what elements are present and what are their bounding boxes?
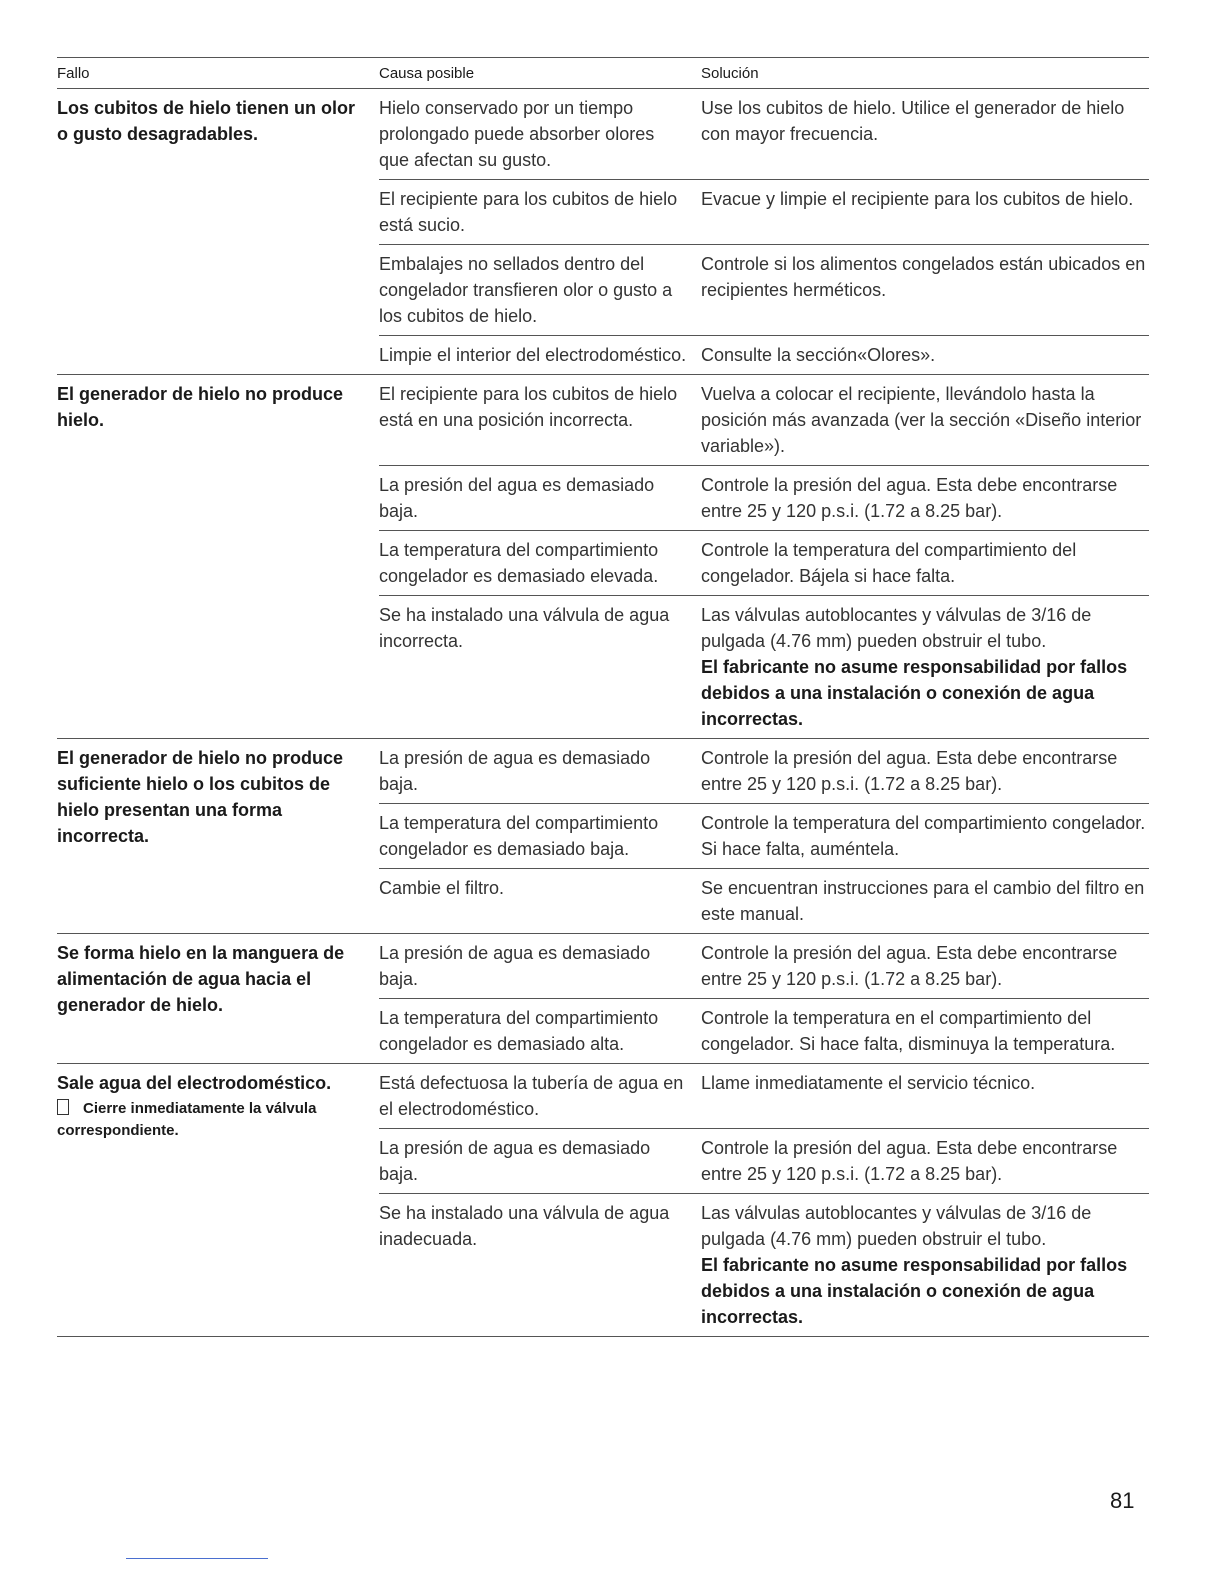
header-fault: Fallo bbox=[57, 58, 379, 89]
solution-text: Controle la temperatura en el compartimiento del congelador. Si hace falta, disminuya la temperatura. bbox=[701, 1008, 1116, 1054]
solution-text: Evacue y limpie el recipiente para los cubitos de hielo. bbox=[701, 189, 1134, 209]
cause-cell: La temperatura del compartimiento congelador es demasiado elevada. bbox=[379, 531, 701, 596]
solution-cell bbox=[701, 1194, 1149, 1337]
cause-cell: Se ha instalado una válvula de agua inadecuada. bbox=[379, 1194, 701, 1337]
fault-cell bbox=[57, 934, 379, 1064]
troubleshooting-table bbox=[57, 57, 1149, 1337]
fault-text: Los cubitos de hielo tienen un olor o gusto desagradables. bbox=[57, 98, 356, 144]
solution-text: Vuelva a colocar el recipiente, llevándolo hasta la posición más avanzada (ver la sección «Diseño interior variable»). bbox=[701, 384, 1142, 456]
cause-cell: El recipiente para los cubitos de hielo está en una posición incorrecta. bbox=[379, 375, 701, 466]
solution-text: Controle la presión del agua. Esta debe encontrarse entre 25 y 120 p.s.i. (1.72 a 8.25 bar). bbox=[701, 748, 1118, 794]
troubleshooting-page bbox=[57, 57, 1149, 1337]
solution-text: Se encuentran instrucciones para el cambio del filtro en este manual. bbox=[701, 878, 1145, 924]
solution-cell bbox=[701, 1064, 1149, 1129]
solution-text: Llame inmediatamente el servicio técnico. bbox=[701, 1073, 1036, 1093]
header-cause: Causa posible bbox=[379, 58, 701, 89]
solution-cell bbox=[701, 1129, 1149, 1194]
fault-cell bbox=[57, 1064, 379, 1337]
cause-cell: Cambie el filtro. bbox=[379, 869, 701, 934]
solution-cell bbox=[701, 466, 1149, 531]
fault-text: El generador de hielo no produce hielo. bbox=[57, 384, 344, 430]
solution-text: Use los cubitos de hielo. Utilice el generador de hielo con mayor frecuencia. bbox=[701, 98, 1125, 144]
solution-text: Controle la temperatura del compartimiento del congelador. Bájela si hace falta. bbox=[701, 540, 1077, 586]
solution-cell bbox=[701, 375, 1149, 466]
solution-text: Controle la temperatura del compartimiento congelador. Si hace falta, auméntela. bbox=[701, 813, 1146, 859]
solution-cell bbox=[701, 245, 1149, 336]
cause-cell: La presión de agua es demasiado baja. bbox=[379, 1129, 701, 1194]
solution-text: Controle la presión del agua. Esta debe encontrarse entre 25 y 120 p.s.i. (1.72 a 8.25 bar). bbox=[701, 943, 1118, 989]
solution-cell bbox=[701, 596, 1149, 739]
cause-cell: La presión de agua es demasiado baja. bbox=[379, 934, 701, 999]
fault-text: Sale agua del electrodoméstico. bbox=[57, 1073, 332, 1093]
table-row bbox=[57, 1064, 1149, 1129]
table-row bbox=[57, 375, 1149, 466]
cause-cell: La temperatura del compartimiento congelador es demasiado baja. bbox=[379, 804, 701, 869]
solution-cell bbox=[701, 999, 1149, 1064]
fault-cell bbox=[57, 375, 379, 739]
cause-cell: Está defectuosa la tubería de agua en el electrodoméstico. bbox=[379, 1064, 701, 1129]
solution-cell bbox=[701, 336, 1149, 375]
solution-text: Las válvulas autoblocantes y válvulas de 3/16 de pulgada (4.76 mm) pueden obstruir el tubo. bbox=[701, 605, 1092, 651]
solution-cell bbox=[701, 89, 1149, 180]
footer-rule bbox=[126, 1558, 268, 1559]
fault-note bbox=[57, 1098, 367, 1142]
table-header bbox=[57, 58, 1149, 89]
cause-cell: La presión de agua es demasiado baja. bbox=[379, 739, 701, 804]
cause-cell: Hielo conservado por un tiempo prolongado puede absorber olores que afectan su gusto. bbox=[379, 89, 701, 180]
solution-cell bbox=[701, 869, 1149, 934]
solution-cell bbox=[701, 739, 1149, 804]
solution-text: Controle la presión del agua. Esta debe encontrarse entre 25 y 120 p.s.i. (1.72 a 8.25 bar). bbox=[701, 475, 1118, 521]
cause-cell: La temperatura del compartimiento congelador es demasiado alta. bbox=[379, 999, 701, 1064]
solution-warning-text: El fabricante no asume responsabilidad por fallos debidos a una instalación o conexión de agua incorrectas. bbox=[701, 1255, 1128, 1327]
solution-warning-text: El fabricante no asume responsabilidad por fallos debidos a una instalación o conexión de agua incorrectas. bbox=[701, 657, 1128, 729]
cause-cell: Embalajes no sellados dentro del congelador transfieren olor o gusto a los cubitos de hielo. bbox=[379, 245, 701, 336]
solution-cell bbox=[701, 531, 1149, 596]
solution-text: Controle la presión del agua. Esta debe encontrarse entre 25 y 120 p.s.i. (1.72 a 8.25 bar). bbox=[701, 1138, 1118, 1184]
page-number: 81 bbox=[1110, 1488, 1135, 1513]
header-solution: Solución bbox=[701, 58, 1149, 89]
table-row bbox=[57, 934, 1149, 999]
fault-note-text: Cierre inmediatamente la válvula correspondiente. bbox=[57, 1100, 317, 1139]
checkbox-bullet-icon bbox=[57, 1099, 69, 1115]
solution-cell bbox=[701, 180, 1149, 245]
solution-text: Controle si los alimentos congelados están ubicados en recipientes herméticos. bbox=[701, 254, 1146, 300]
fault-cell bbox=[57, 89, 379, 375]
fault-text: El generador de hielo no produce suficiente hielo o los cubitos de hielo presentan una forma incorrecta. bbox=[57, 748, 344, 846]
solution-text: Consulte la sección«Olores». bbox=[701, 345, 936, 365]
fault-text: Se forma hielo en la manguera de alimentación de agua hacia el generador de hielo. bbox=[57, 943, 345, 1015]
cause-cell: Limpie el interior del electrodoméstico. bbox=[379, 336, 701, 375]
cause-cell: El recipiente para los cubitos de hielo está sucio. bbox=[379, 180, 701, 245]
cause-cell: Se ha instalado una válvula de agua incorrecta. bbox=[379, 596, 701, 739]
solution-text: Las válvulas autoblocantes y válvulas de 3/16 de pulgada (4.76 mm) pueden obstruir el tubo. bbox=[701, 1203, 1092, 1249]
table-body bbox=[57, 89, 1149, 1337]
table-row bbox=[57, 89, 1149, 180]
solution-cell bbox=[701, 804, 1149, 869]
solution-cell bbox=[701, 934, 1149, 999]
table-row bbox=[57, 739, 1149, 804]
cause-cell: La presión del agua es demasiado baja. bbox=[379, 466, 701, 531]
fault-cell bbox=[57, 739, 379, 934]
